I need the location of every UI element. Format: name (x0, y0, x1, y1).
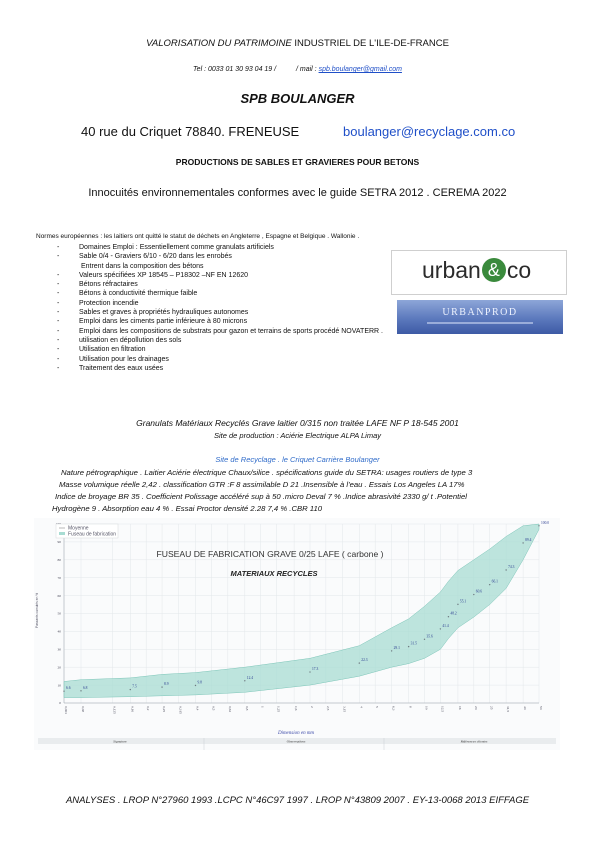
y-tick-label: 80 (57, 558, 61, 562)
company-name: SPB BOULANGER (240, 91, 355, 106)
mean-point (522, 542, 523, 543)
mean-point (489, 584, 490, 585)
mean-point-label: 89.4 (525, 537, 532, 542)
innocuites-line: Innocuités environnementales conformes avec le guide SETRA 2012 . CEREMA 2022 (88, 187, 507, 199)
x-tick-label: 16 (457, 706, 462, 710)
mean-point-label: 17.3 (311, 667, 319, 672)
urbanprod-wave (427, 322, 533, 324)
mean-point (63, 690, 64, 691)
x-tick-label: 40 (523, 706, 528, 710)
mean-point (80, 690, 81, 691)
mean-point-label: 12.4 (246, 675, 254, 680)
header-line1-italic: VALORISATION DU PATRIMOINE (146, 38, 292, 49)
list-item: - Bétons à conductivité thermique faible (57, 290, 198, 298)
mail-link[interactable]: spb.boulanger@gmail.com (318, 66, 402, 73)
list-item: - Domaines Emploi : Essentiellement comme granulats artificiels (57, 244, 274, 251)
norms-intro: Normes européennes : les laitiers ont quitté le statut de déchets en Angleterre , Espagne et Belgique . Wallonie . (36, 233, 360, 240)
mean-point-label: 8.9 (164, 682, 169, 687)
y-tick-label: 90 (57, 540, 61, 545)
x-tick-label: 1,25 (276, 706, 281, 713)
mean-point (505, 569, 506, 570)
mean-point (538, 525, 539, 526)
legend-band-label: Fuseau de fabrication (68, 531, 117, 538)
description-line: Indice de broyage BR 35 . Coefficient Polissage accéléré sup à 50 .micro Deval 7 % .Indice abrasivité 2330 g/ t .Potentiel (55, 492, 467, 501)
mean-point-label: 35.6 (426, 634, 433, 639)
description-line: Nature pétrographique . Laitier Aciérie électrique Chaux/silice . spécifications guide du SETRA: usages routiers de type 3 (61, 468, 473, 477)
co-logo-text: co (506, 257, 532, 283)
list-item: - Utilisation en filtration (57, 346, 146, 354)
x-tick-label: 1 (260, 706, 265, 708)
mean-point (440, 628, 441, 629)
urbanprod-text: URBANPROD (442, 307, 518, 318)
tel-text: Tel : 0033 01 30 93 04 19 / (193, 66, 277, 73)
mean-point (457, 604, 458, 605)
chart-title: FUSEAU DE FABRICATION GRAVE 0/25 LAFE ( carbone ) (156, 549, 384, 559)
list-item: - Emploi dans les compositions de substrats pour gazon et terrains de sports procédé NOVATERR . (57, 327, 383, 335)
x-tick-label: 4 (359, 706, 364, 708)
list-item: - Bétons réfractaires (57, 281, 138, 289)
list-item: - Sable 0/4 - Graviers 6/10 - 6/20 dans les enrobés (57, 253, 232, 261)
mean-point (161, 686, 162, 687)
header-line1 (0, 38, 595, 49)
legend-band-swatch (59, 532, 65, 535)
mean-point-label: 6.8 (82, 685, 88, 690)
header-line1-rest: INDUSTRIEL DE L'ILE-DE-FRANCE (291, 38, 449, 49)
list-item: - Valeurs spécifiées XP 18545 – P18302 –NF EN 12620 (57, 271, 249, 279)
y-tick-label: 40 (57, 629, 61, 634)
x-tick-label: 0,16 (130, 706, 135, 713)
mean-point (473, 594, 474, 595)
list-item: - Emploi dans les ciments partie inférieure à 80 microns (57, 318, 248, 326)
address-text: 40 rue du Criquet 78840. FRENEUSE (81, 124, 300, 139)
x-tick-label: 31,5 (506, 706, 511, 713)
mean-point (448, 616, 449, 617)
list-item: - Sables et graves à propriétés hydrauliques autonomes (57, 309, 249, 317)
urban-co-logo (391, 250, 567, 295)
list-item: - Traitement des eaux usées (57, 364, 164, 372)
list-item: Entrent dans la composition des bétons (79, 262, 204, 270)
x-tick-label: 5 (375, 706, 380, 708)
mean-point-label: 9.8 (197, 680, 202, 685)
mean-point-label: 48.2 (450, 611, 457, 616)
x-tick-label: 12,5 (440, 706, 445, 713)
mean-point (244, 680, 245, 681)
x-tick-label: 0,4 (195, 706, 200, 711)
mean-point-label: 41.4 (442, 623, 449, 628)
mean-point-label: 100.0 (541, 520, 550, 525)
mean-point-label: 60.6 (475, 589, 483, 594)
y-tick-label: 60 (57, 593, 61, 598)
urban-logo-text: urban (422, 257, 481, 283)
table-header-signature: Signature (113, 739, 127, 744)
mean-point-label: 29.1 (393, 645, 400, 650)
mean-point (408, 646, 409, 647)
list-item: - Protection incendie (57, 299, 139, 307)
urbanprod-logo (397, 300, 563, 334)
address-line (81, 124, 561, 139)
x-tick-label: 1,6 (294, 706, 299, 711)
mean-point-label: 66.1 (491, 579, 498, 584)
x-tick-label: 10 (424, 706, 429, 710)
y-tick-label: 50 (57, 611, 61, 616)
mean-point (130, 689, 131, 690)
mean-point (391, 650, 392, 651)
description-line: Hydrogène 9 . Absorption eau 4 % . Essai Proctor densité 2.28 7,4 % .CBR 110 (52, 504, 323, 513)
x-tick-label: 2,5 (325, 706, 330, 711)
list-item: - Utilisation pour les drainages (57, 355, 169, 363)
mean-point-label: 74.3 (508, 565, 515, 570)
contact-line (0, 66, 595, 73)
grading-chart-svg (34, 518, 560, 750)
mail-label: / mail : (296, 66, 319, 73)
x-tick-label: 0,2 (146, 706, 151, 711)
footer-analyses: ANALYSES . LROP N°27960 1993 .LCPC N°46C97 1997 . LROP N°43809 2007 . EY-13-0068 2013 EIFFAGE (65, 795, 530, 806)
y-tick-label: 30 (57, 647, 61, 652)
mean-point-label: 22.3 (361, 658, 368, 663)
x-tick-label: 2 (309, 706, 314, 708)
x-tick-label: 8 (408, 706, 413, 708)
description-block (52, 467, 472, 515)
x-axis-label: Dimension en mm (277, 731, 315, 736)
productions-title: PRODUCTIONS DE SABLES ET GRAVIERES POUR BETONS (175, 157, 420, 167)
mean-point-label: 6.6 (66, 686, 71, 691)
recyclage-site: Site de Recyclage . le Criquet Carrière Boulanger (215, 455, 380, 464)
urban-logo-amp: & (482, 258, 506, 282)
x-tick-label: 0,5 (211, 706, 216, 711)
mean-point (309, 671, 310, 672)
mean-point (195, 685, 196, 686)
x-tick-label: 6,3 (391, 706, 396, 711)
usage-list (36, 243, 383, 373)
y-axis-label: Passants cumulés en % (35, 592, 39, 628)
chart-subtitle: MATERIAUX RECYCLES (230, 569, 318, 578)
x-tick-label: 0,8 (244, 706, 249, 711)
mean-point-label: 31.5 (410, 641, 417, 646)
x-tick-label: 25 (489, 706, 494, 710)
y-tick-label: 0 (59, 701, 61, 706)
y-tick-label: 20 (57, 665, 61, 670)
granulats-title: Granulats Matériaux Recyclés Grave laitier 0/315 non traitée LAFE NF P 18-545 2001 (136, 418, 459, 428)
x-tick-label: 0,125 (112, 706, 117, 714)
y-tick-label: 10 (57, 683, 61, 688)
x-tick-label: 0,25 (162, 706, 167, 713)
description-line: Masse volumique réelle 2,42 . classification GTR :F 8 assimilable D 21 .Insensible à l'eau . Essais Los Angeles LA 17% (59, 480, 465, 489)
table-header-references: Références clientes (460, 739, 488, 744)
grading-chart (34, 518, 560, 750)
x-tick-label: 0,08 (80, 706, 85, 713)
x-tick-label: 0,063 (64, 706, 68, 714)
mean-point-label: 7.5 (132, 684, 137, 689)
x-tick-label: 0,63 (227, 706, 232, 713)
legend-mean-label: Moyenne (68, 525, 89, 532)
mean-point (359, 662, 360, 663)
list-item: - utilisation en dépollution des sols (57, 336, 182, 344)
production-site: Site de production : Aciérie Electrique ALPA Limay (213, 431, 382, 440)
y-tick-label: 70 (57, 575, 61, 580)
website-link[interactable]: boulanger@recyclage.com.co (343, 124, 516, 139)
table-header-observations: Observations (286, 739, 306, 744)
x-tick-label: 20 (473, 706, 478, 710)
x-tick-label: 50 (539, 706, 543, 710)
x-tick-label: 3,15 (342, 706, 347, 713)
mean-point-label: 55.1 (459, 599, 467, 604)
x-tick-label: 0,315 (178, 706, 183, 714)
mean-point (424, 639, 425, 640)
